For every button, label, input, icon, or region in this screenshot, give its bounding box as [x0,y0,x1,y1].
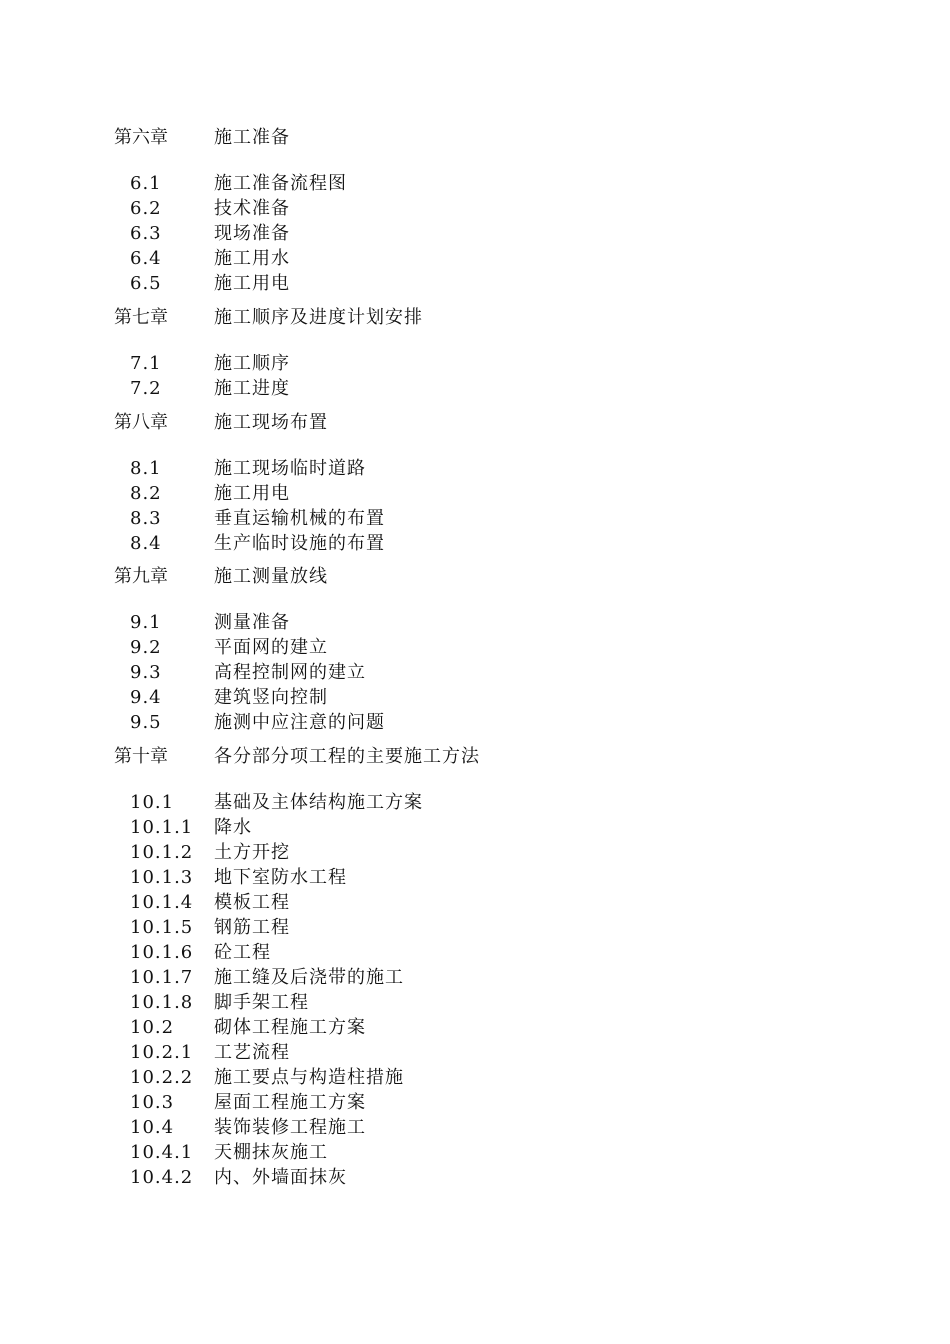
section-number: 10.2.1 [130,1042,194,1063]
section-title: 土方开挖 [214,842,290,863]
section-title: 施工现场临时道路 [214,458,366,479]
section-number: 6.3 [130,223,162,244]
chapter-number: 第十章 [114,746,168,767]
section-number: 6.2 [130,198,162,219]
chapter-title: 施工顺序及进度计划安排 [214,307,423,328]
section-title: 天棚抹灰施工 [214,1142,328,1163]
chapter-title: 各分部分项工程的主要施工方法 [214,746,480,767]
chapter-title: 施工测量放线 [214,566,328,587]
section-number: 8.3 [130,508,162,529]
section-number: 7.2 [130,378,162,399]
section-title: 地下室防水工程 [214,867,347,888]
section-number: 10.1.2 [130,842,194,863]
section-title: 施工准备流程图 [214,173,347,194]
section-title: 平面网的建立 [214,637,328,658]
section-number: 10.1.8 [130,992,194,1013]
section-number: 10.4.2 [130,1167,194,1188]
section-number: 9.1 [130,612,162,633]
section-number: 9.3 [130,662,162,683]
section-number: 10.1.5 [130,917,194,938]
section-number: 8.2 [130,483,162,504]
section-title: 屋面工程施工方案 [214,1092,366,1113]
section-number: 8.1 [130,458,162,479]
section-title: 模板工程 [214,892,290,913]
section-number: 9.5 [130,712,162,733]
section-number: 6.5 [130,273,162,294]
section-title: 装饰装修工程施工 [214,1117,366,1138]
section-number: 10.1.6 [130,942,194,963]
section-number: 10.1 [130,792,175,813]
section-title: 施测中应注意的问题 [214,712,385,733]
section-title: 施工进度 [214,378,290,399]
section-title: 施工要点与构造柱措施 [214,1067,404,1088]
section-number: 9.4 [130,687,162,708]
section-number: 10.4 [130,1117,175,1138]
section-title: 垂直运输机械的布置 [214,508,385,529]
section-title: 施工用水 [214,248,290,269]
chapter-number: 第九章 [114,566,168,587]
section-title: 砌体工程施工方案 [214,1017,366,1038]
section-number: 10.1.4 [130,892,194,913]
section-number: 7.1 [130,353,162,374]
section-title: 现场准备 [214,223,290,244]
section-title: 降水 [214,817,252,838]
section-title: 施工缝及后浇带的施工 [214,967,404,988]
chapter-title: 施工准备 [214,127,290,148]
chapter-number: 第七章 [114,307,168,328]
section-number: 8.4 [130,533,162,554]
section-number: 6.4 [130,248,162,269]
section-number: 10.4.1 [130,1142,194,1163]
section-title: 内、外墙面抹灰 [214,1167,347,1188]
section-title: 测量准备 [214,612,290,633]
section-number: 10.1.3 [130,867,194,888]
section-title: 工艺流程 [214,1042,290,1063]
section-title: 建筑竖向控制 [214,687,328,708]
chapter-title: 施工现场布置 [214,412,328,433]
section-title: 施工用电 [214,273,290,294]
section-title: 基础及主体结构施工方案 [214,792,423,813]
section-title: 高程控制网的建立 [214,662,366,683]
section-title: 技术准备 [214,198,290,219]
chapter-number: 第六章 [114,127,168,148]
section-title: 生产临时设施的布置 [214,533,385,554]
section-number: 9.2 [130,637,162,658]
chapter-number: 第八章 [114,412,168,433]
section-number: 10.1.7 [130,967,194,988]
section-title: 砼工程 [214,942,271,963]
section-title: 施工顺序 [214,353,290,374]
section-title: 脚手架工程 [214,992,309,1013]
section-number: 10.3 [130,1092,175,1113]
section-title: 施工用电 [214,483,290,504]
section-number: 10.2 [130,1017,175,1038]
section-number: 10.2.2 [130,1067,194,1088]
section-number: 6.1 [130,173,162,194]
section-title: 钢筋工程 [214,917,290,938]
section-number: 10.1.1 [130,817,194,838]
